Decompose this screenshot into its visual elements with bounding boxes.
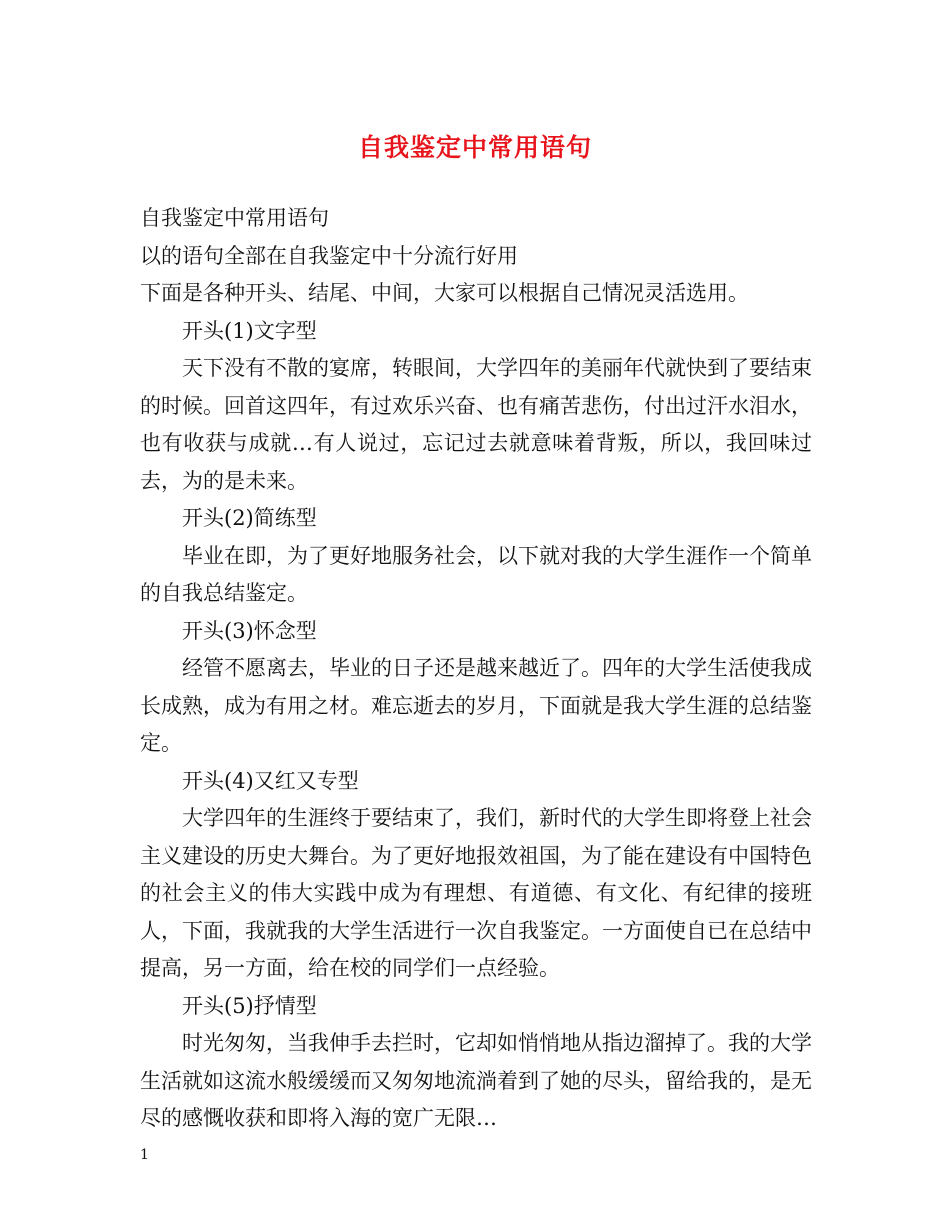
section-paragraph: 经管不愿离去，毕业的日子还是越来越近了。四年的大学生活使我成长成熟，成为有用之材。难忘逝去的岁月，下面就是我大学生涯的总结鉴定。: [140, 656, 812, 755]
section-paragraph: 大学四年的生涯终于要结束了，我们，新时代的大学生即将登上社会主义建设的历史大舞台。为了更好地报效祖国，为了能在建设有中国特色的社会主义的伟大实践中成为有理想、有道德、有文化、有纪律的接班人，下面，我就我的大学生活进行一次自我鉴定。一方面使自已在总结中提高，另一方面，给在校的同学们一点经验。: [140, 806, 812, 980]
section-heading: 开头(2)简练型: [182, 506, 317, 530]
intro-line: 以的语句全部在自我鉴定中十分流行好用: [140, 243, 518, 268]
section-heading: 开头(5)抒情型: [182, 993, 317, 1018]
document-body: [140, 200, 812, 1138]
intro-line: 自我鉴定中常用语句: [140, 206, 329, 230]
section-heading: 开头(3)怀念型: [182, 618, 317, 643]
document-title: 自我鉴定中常用语句: [357, 133, 592, 162]
page-number: 1: [140, 1147, 149, 1163]
section-paragraph: 毕业在即，为了更好地服务社会，以下就对我的大学生涯作一个简单的自我总结鉴定。: [140, 543, 812, 605]
intro-line: 下面是各种开头、结尾、中间，大家可以根据自己情况灵活选用。: [140, 281, 749, 305]
section-paragraph: 天下没有不散的宴席，转眼间，大学四年的美丽年代就快到了要结束的时候。回首这四年，有过欢乐兴奋、也有痛苦悲伤，付出过汗水泪水，也有收获与成就…有人说过，忘记过去就意味着背叛，所以，我回味过去，为的是未来。: [140, 356, 812, 493]
section-paragraph: 时光匆匆，当我伸手去拦时，它却如悄悄地从指边溜掉了。我的大学生活就如这流水般缓缓而又匆匆地流淌着到了她的尽头，留给我的，是无尽的感慨收获和即将入海的宽广无限…: [140, 1031, 812, 1130]
section-heading: 开头(4)又红又专型: [182, 768, 359, 793]
section-heading: 开头(1)文字型: [182, 318, 317, 343]
